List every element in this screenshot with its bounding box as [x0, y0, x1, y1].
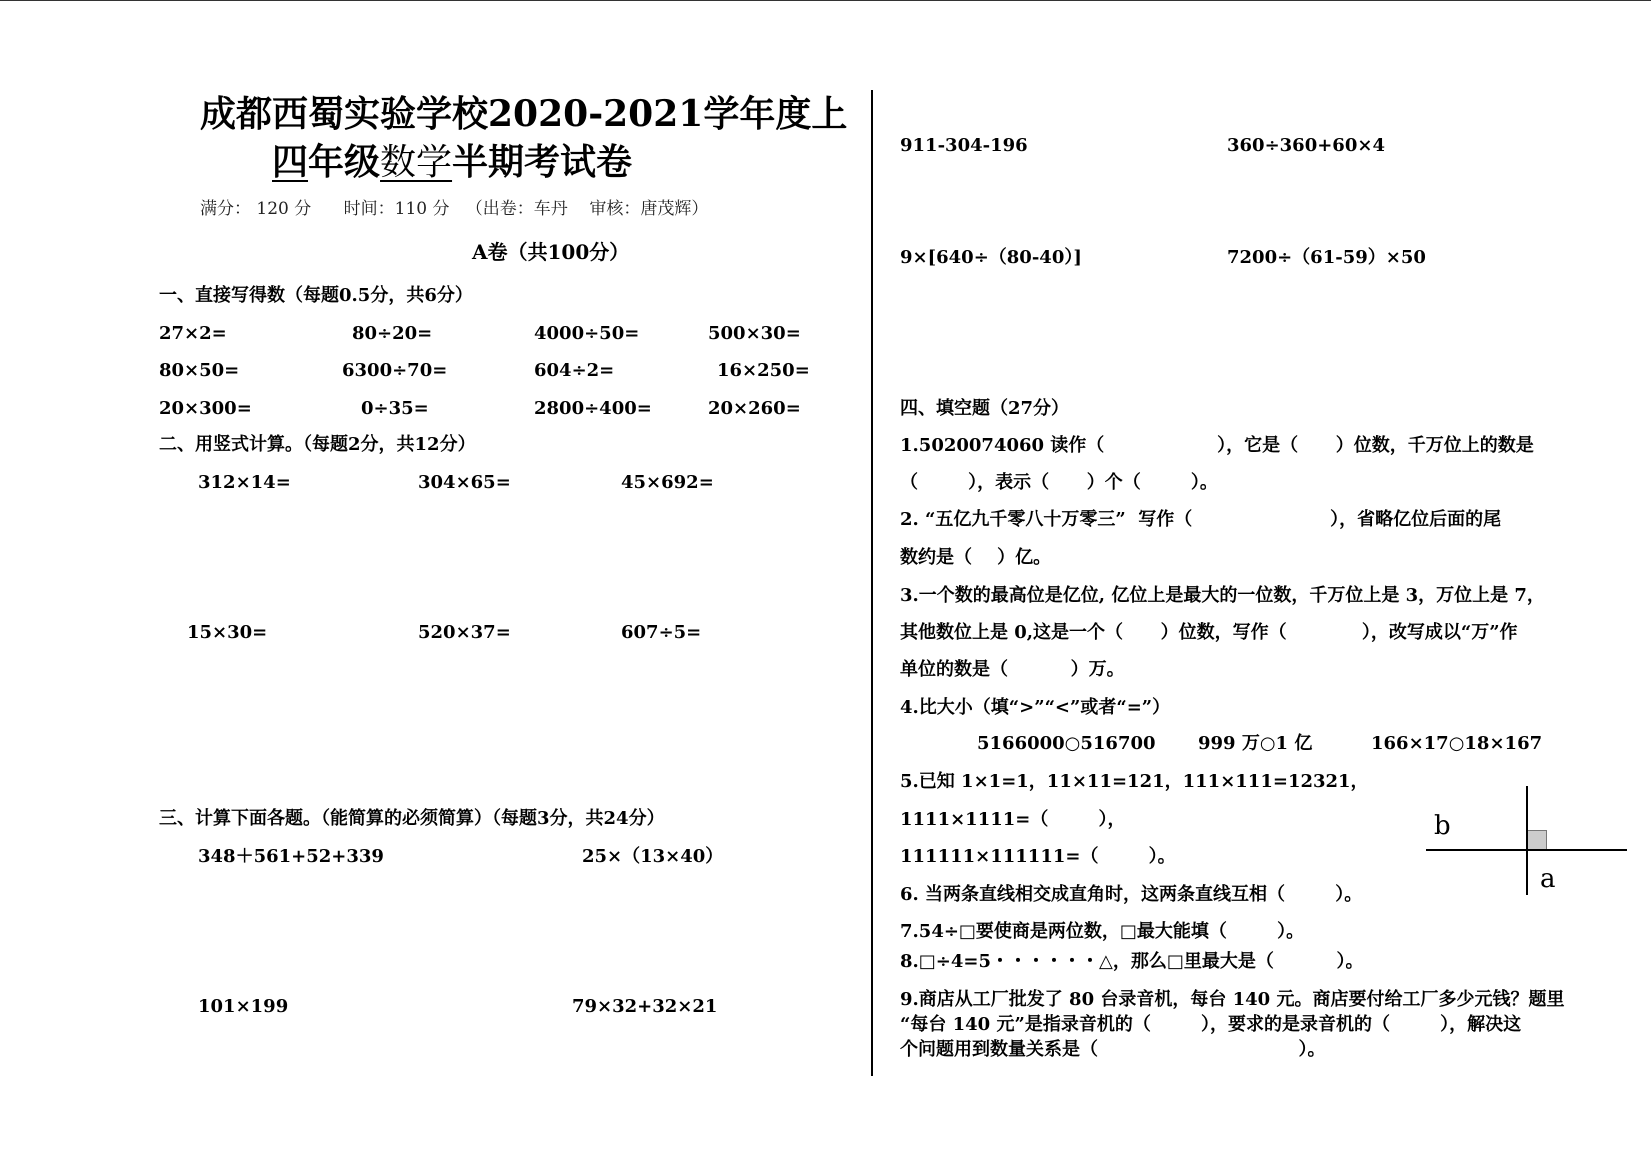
problem: 79×32+32×21	[572, 996, 718, 1017]
problem: 25×（13×40）	[582, 846, 724, 867]
problem: 500×30=	[708, 323, 801, 344]
question-line: 6. 当两条直线相交成直角时，这两条直线互相（ ）。	[900, 884, 1363, 905]
problem: 45×692=	[621, 472, 714, 493]
problem: 20×300=	[159, 398, 252, 419]
column-divider	[871, 90, 873, 1076]
comparison: 999 万○1 亿	[1198, 733, 1313, 754]
problem: 101×199	[198, 996, 289, 1017]
problem: 27×2=	[159, 323, 227, 344]
label-b: b	[1434, 811, 1451, 841]
problem: 911-304-196	[900, 135, 1028, 156]
right-angle-mark	[1528, 830, 1547, 849]
question-line: 7.54÷□要使商是两位数，□最大能填（ ）。	[900, 921, 1305, 942]
question-line: “每台 140 元”是指录音机的（ ），要求的是录音机的（ ），解决这	[900, 1014, 1522, 1035]
exam-label: 半期考试卷	[452, 141, 633, 183]
problem: 15×30=	[187, 622, 268, 643]
question-line: 3.一个数的最高位是亿位, 亿位上是最大的一位数，千万位上是 3，万位上是 7，	[900, 585, 1545, 606]
grade-value: 四	[272, 141, 309, 183]
section2-heading: 二、用竖式计算。（每题2分，共12分）	[159, 434, 476, 455]
problem: 2800÷400=	[534, 398, 652, 419]
question-line: 5.已知 1×1=1，11×11=121，111×111=12321，	[900, 771, 1369, 792]
problem: 348＋561+52+339	[198, 846, 384, 867]
problem: 0÷35=	[361, 398, 429, 419]
label-a: a	[1540, 864, 1556, 894]
problem: 520×37=	[418, 622, 511, 643]
comparison: 5166000○516700	[977, 733, 1156, 754]
page-top-border	[0, 0, 1651, 1]
subject-value: 数学	[380, 142, 453, 183]
section3-heading: 三、计算下面各题。（能简算的必须简算）（每题3分，共24分）	[159, 808, 665, 829]
question-line: 其他数位上是 0,这是一个（ ）位数，写作（ ），改写成以“万”作	[900, 622, 1518, 643]
question-line: 单位的数是（ ）万。	[900, 659, 1125, 680]
problem: 16×250=	[717, 360, 810, 381]
section4-heading: 四、填空题（27分）	[900, 398, 1070, 419]
problem: 7200÷（61-59）×50	[1227, 247, 1426, 268]
exam-title: 成都西蜀实验学校2020-2021学年度上	[200, 93, 848, 135]
problem: 9×[640÷（80-40）]	[900, 247, 1082, 268]
problem: 607÷5=	[621, 622, 702, 643]
problem: 80÷20=	[352, 323, 433, 344]
question-line: 个问题用到数量关系是（ ）。	[900, 1039, 1326, 1060]
comparison: 166×17○18×167	[1371, 733, 1543, 754]
problem: 360÷360+60×4	[1227, 135, 1385, 156]
section1-heading: 一、直接写得数（每题0.5分，共6分）	[159, 285, 473, 306]
exam-info: 满分： 120 分 时间：110 分 （出卷：车丹 审核：唐茂辉）	[200, 199, 709, 219]
problem: 312×14=	[198, 472, 291, 493]
question-line: 1111×1111=（ ），	[900, 809, 1126, 830]
question-line: 9.商店从工厂批发了 80 台录音机，每台 140 元。商店要付给工厂多少元钱？题里	[900, 989, 1565, 1010]
question-line: 111111×111111=（ ）。	[900, 846, 1176, 867]
problem: 304×65=	[418, 472, 511, 493]
question-line: 4.比大小（填“>”“<”或者“=”）	[900, 697, 1171, 718]
question-line: 数约是（ ）亿。	[900, 547, 1052, 568]
line-b	[1426, 849, 1627, 851]
question-line: 8.□÷4=5・・・・・・△，那么□里最大是（ ）。	[900, 951, 1364, 972]
question-line: 2. “五亿九千零八十万零三” 写作（ ），省略亿位后面的尾	[900, 509, 1502, 530]
problem: 604÷2=	[534, 360, 615, 381]
problem: 80×50=	[159, 360, 240, 381]
question-line: 1.5020074060 读作（ ），它是（ ）位数，千万位上的数是	[900, 435, 1534, 456]
question-line: （ ），表示（ ）个（ ）。	[900, 472, 1218, 493]
exam-subtitle	[272, 140, 632, 185]
grade-label: 年级	[308, 141, 381, 183]
paper-a-heading: A卷（共100分）	[472, 240, 630, 264]
problem: 6300÷70=	[342, 360, 448, 381]
problem: 4000÷50=	[534, 323, 640, 344]
problem: 20×260=	[708, 398, 801, 419]
